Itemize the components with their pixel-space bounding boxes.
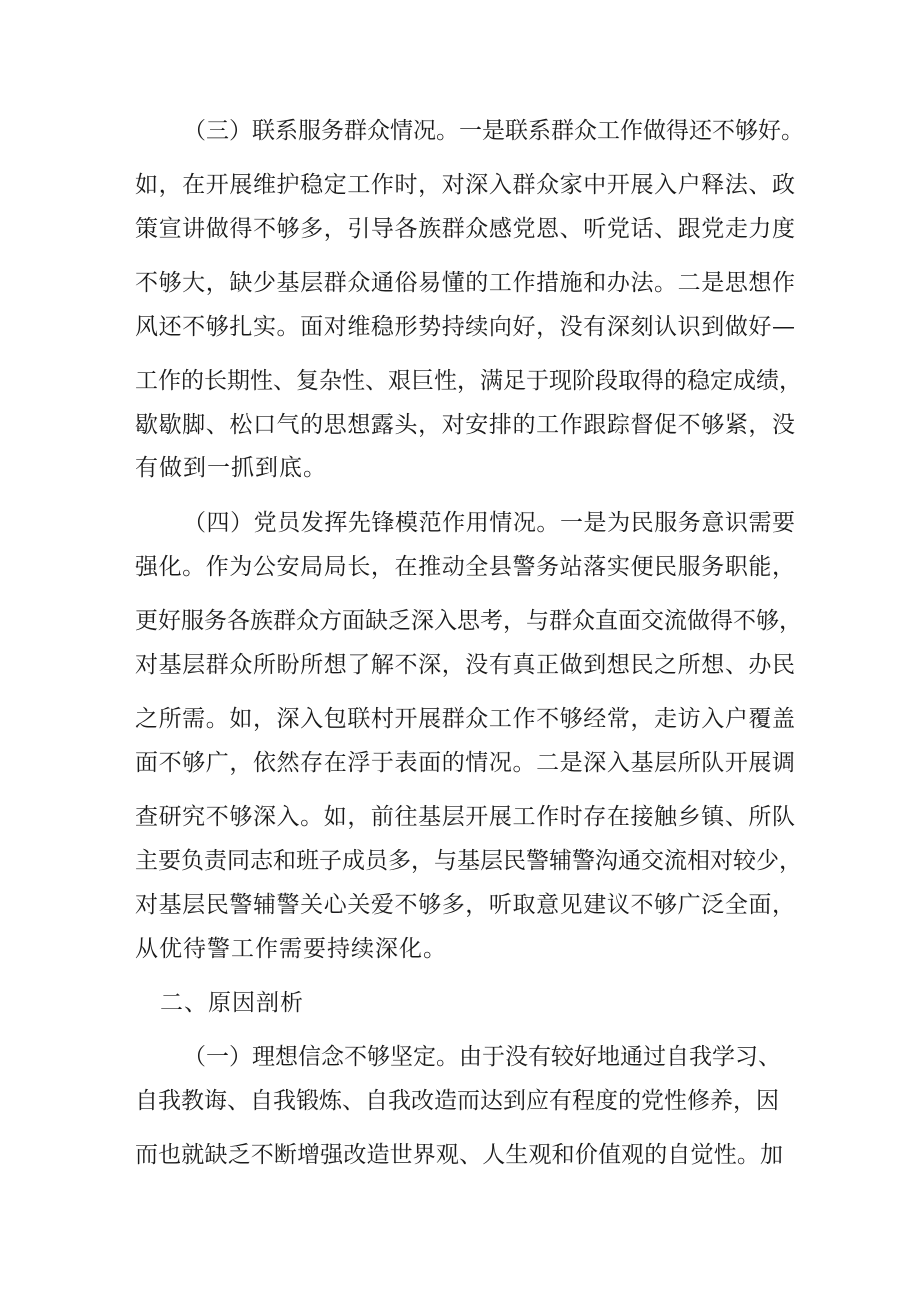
text-line: 之所需。如，深入包联村开展群众工作不够经常，走访入户覆盖 bbox=[135, 706, 795, 732]
text-line: 策宣讲做得不够多，引导各族群众感党恩、听党话、跟党走力度 bbox=[135, 216, 795, 242]
text-line: 有做到一抓到底。 bbox=[135, 455, 327, 481]
text-line: （一）理想信念不够坚定。由于没有较好地通过自我学习、 bbox=[183, 1044, 781, 1070]
text-line: 主要负责同志和班子成员多，与基层民警辅警沟通交流相对较少， bbox=[135, 848, 802, 874]
text-line: 对基层民警辅警关心关爱不够多，听取意见建议不够广泛全面， bbox=[135, 892, 795, 918]
text-line: 更好服务各族群众方面缺乏深入思考，与群众直面交流做得不够， bbox=[135, 608, 802, 634]
text-line: 对基层群众所盼所想了解不深，没有真正做到想民之所想、办民 bbox=[135, 652, 795, 678]
text-line: （四）党员发挥先锋模范作用情况。一是为民服务意识需要 bbox=[183, 510, 795, 536]
text-line: 而也就缺乏不断增强改造世界观、人生观和价值观的自觉性。加 bbox=[135, 1142, 783, 1168]
text-line: 歇歇脚、松口气的思想露头，对安排的工作跟踪督促不够紧，没 bbox=[135, 412, 795, 438]
text-line: 工作的长期性、复杂性、艰巨性，满足于现阶段取得的稳定成绩， bbox=[135, 368, 802, 394]
text-line: 面不够广，依然存在浮于表面的情况。二是深入基层所队开展调 bbox=[135, 750, 795, 776]
text-line: 查研究不够深入。如，前往基层开展工作时存在接触乡镇、所队 bbox=[135, 804, 795, 830]
text-line: 风还不够扎实。面对维稳形势持续向好，没有深刻认识到做好— bbox=[135, 314, 795, 340]
text-line: 不够大，缺少基层群众通俗易懂的工作措施和办法。二是思想作 bbox=[135, 270, 795, 296]
section-heading: 二、原因剖析 bbox=[160, 990, 304, 1016]
text-line: 如，在开展维护稳定工作时，对深入群众家中开展入户释法、政 bbox=[135, 172, 795, 198]
text-line: 自我教诲、自我锻炼、自我改造而达到应有程度的党性修养，因 bbox=[135, 1088, 779, 1114]
text-line: 强化。作为公安局局长，在推动全县警务站落实便民服务职能， bbox=[135, 554, 795, 580]
text-line: 从优待警工作需要持续深化。 bbox=[135, 936, 447, 962]
text-line: （三）联系服务群众情况。一是联系群众工作做得还不够好。 bbox=[183, 118, 804, 144]
